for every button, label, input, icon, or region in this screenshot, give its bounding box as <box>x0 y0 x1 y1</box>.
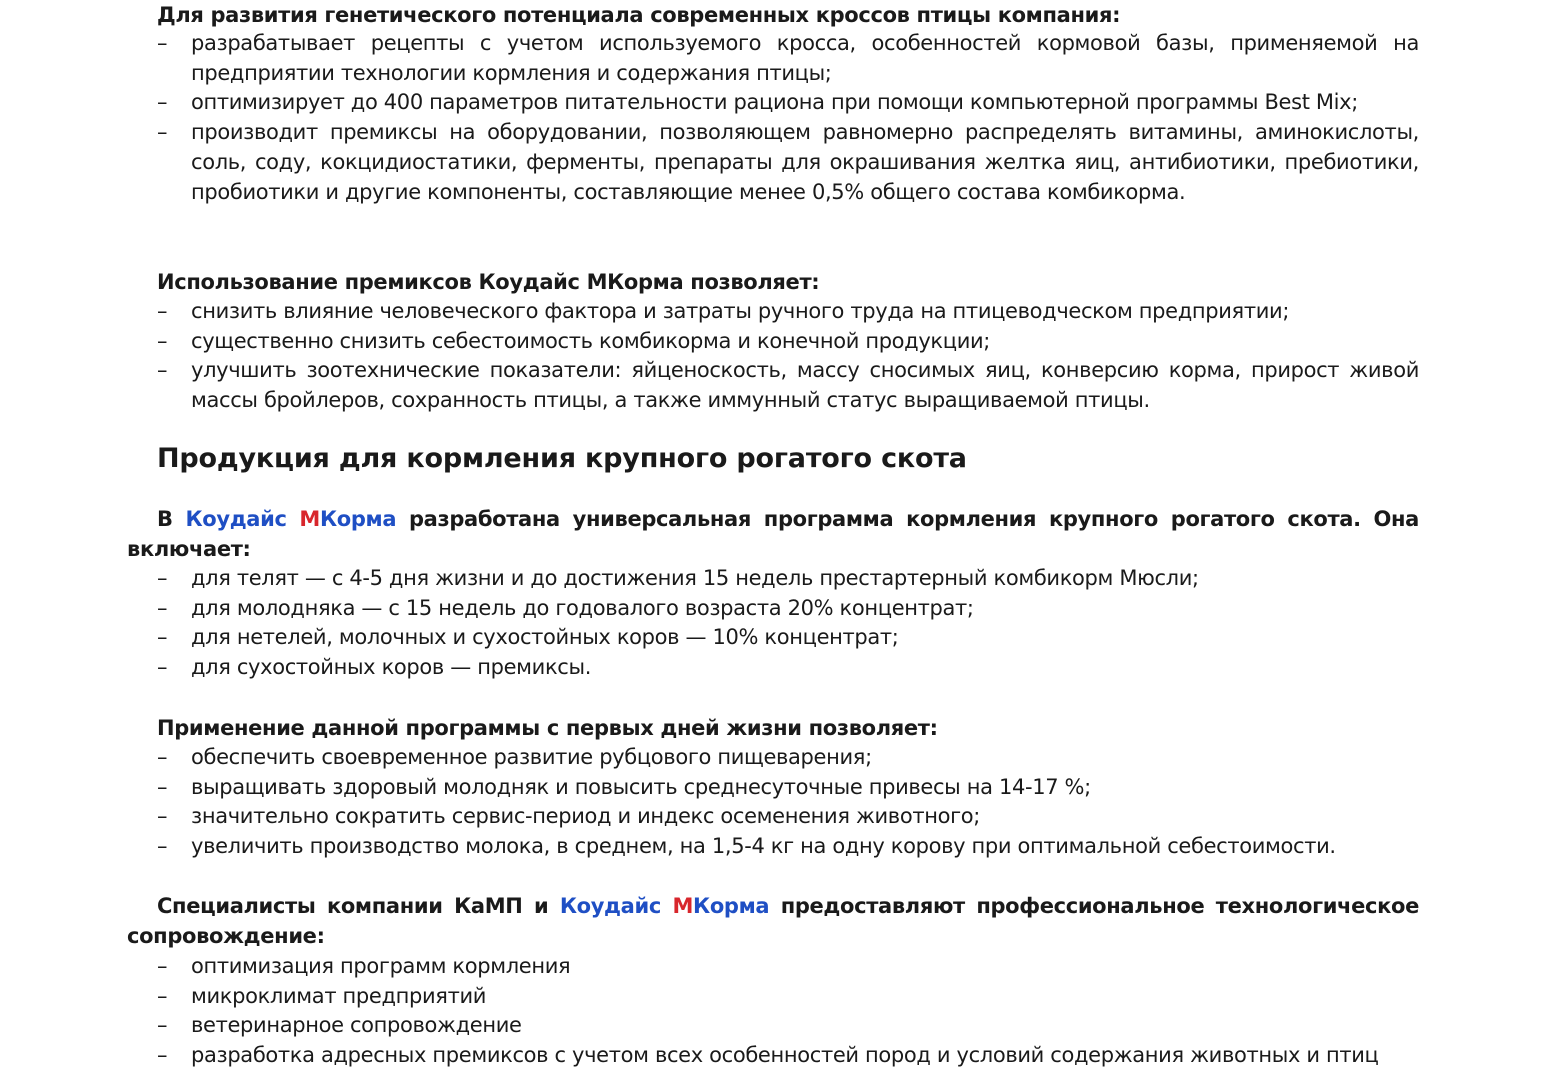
list-item: – обеспечить своевременное развитие рубцового пищеварения; <box>157 743 1419 773</box>
list-item: – снизить влияние человеческого фактора и затраты ручного труда на птицеводческом предприятии; <box>157 297 1419 327</box>
list-item: – производит премиксы на оборудовании, позволяющем равномерно распределять витамины, аминокислоты, соль, соду, кокцидиостатики, ферменты, препараты для окрашивания желтка яиц, антибиотики, пребиотики, пробиотики и другие компоненты, составляющие менее 0,5% общего состава комбикорма. <box>157 118 1419 207</box>
program-benefits-list <box>157 743 1419 862</box>
brand-letter-m: М <box>299 507 320 531</box>
list-item: – разработка адресных премиксов с учетом всех особенностей пород и условий содержания животных и птиц <box>157 1041 1419 1071</box>
section-heading: Продукция для кормления крупного рогатого скота <box>157 443 967 474</box>
support-intro <box>127 892 1419 951</box>
list-item: – оптимизирует до 400 параметров питательности рациона при помощи компьютерной программы Best Mix; <box>157 88 1419 118</box>
brand-name: Корма <box>693 894 770 918</box>
list-item: – ветеринарное сопровождение <box>157 1011 1419 1041</box>
list-item: – существенно снизить себестоимость комбикорма и конечной продукции; <box>157 327 1419 357</box>
list-item: – микроклимат предприятий <box>157 982 1419 1012</box>
intro-text: предоставляют профессиональное технологическое сопровождение: <box>127 894 1419 948</box>
brand-name: Коудайс <box>559 894 673 918</box>
intro-text: Специалисты компании КаМП и <box>157 894 560 918</box>
list-item: – для телят — с 4-5 дня жизни и до достижения 15 недель престартерный комбикорм Мюсли; <box>157 564 1419 594</box>
list-item: – для молодняка — с 15 недель до годовалого возраста 20% концентрат; <box>157 594 1419 624</box>
brand-name: Коудайс <box>185 507 300 531</box>
support-list <box>157 952 1419 1071</box>
list-item: – увеличить производство молока, в среднем, на 1,5-4 кг на одну корову при оптимальной себестоимости. <box>157 832 1419 862</box>
poultry-intro: Для развития генетического потенциала современных кроссов птицы компания: <box>157 3 1121 27</box>
premix-benefits-list <box>157 297 1419 416</box>
list-item: – значительно сократить сервис-период и индекс осеменения животного; <box>157 802 1419 832</box>
brand-letter-m: М <box>672 894 693 918</box>
brand-name: Корма <box>319 507 397 531</box>
list-item: – для нетелей, молочных и сухостойных коров — 10% концентрат; <box>157 623 1419 653</box>
premix-benefits-intro: Использование премиксов Коудайс МКорма позволяет: <box>157 270 820 294</box>
program-benefits-intro: Применение данной программы с первых дней жизни позволяет: <box>157 716 938 740</box>
intro-text: разработана универсальная программа кормления крупного рогатого скота. Она включает: <box>127 507 1419 561</box>
cattle-list <box>157 564 1419 683</box>
list-item: – оптимизация программ кормления <box>157 952 1419 982</box>
intro-text: В <box>157 507 186 531</box>
poultry-list <box>157 29 1419 207</box>
list-item: – улучшить зоотехнические показатели: яйценоскость, массу сносимых яиц, конверсию корма, прирост живой массы бройлеров, сохранность птицы, а также иммунный статус выращиваемой птицы. <box>157 356 1419 415</box>
list-item: – разрабатывает рецепты с учетом используемого кросса, особенностей кормовой базы, применяемой на предприятии технологии кормления и содержания птицы; <box>157 29 1419 88</box>
list-item: – для сухостойных коров — премиксы. <box>157 653 1419 683</box>
cattle-intro <box>127 505 1419 564</box>
list-item: – выращивать здоровый молодняк и повысить среднесуточные привесы на 14-17 %; <box>157 773 1419 803</box>
